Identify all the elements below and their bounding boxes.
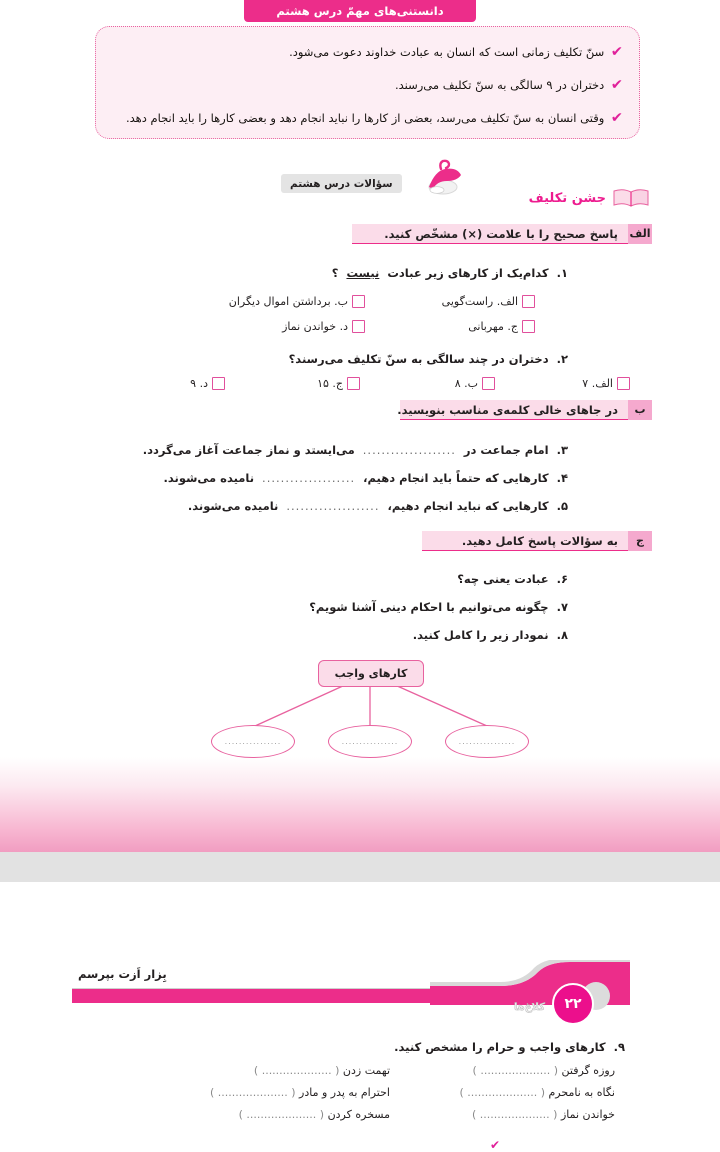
q1-option-b[interactable] [165, 295, 365, 308]
grey-divider-strip [0, 852, 720, 882]
concept-diagram [195, 660, 545, 758]
banner-title: دانستنی‌های مهمّ درس هشتم [276, 4, 444, 18]
page-number-badge [552, 983, 594, 1025]
section-title-a: پاسخ صحیح را با علامت (×) مشخّص کنید. [384, 226, 618, 241]
fact-item [112, 69, 623, 102]
fact-item [112, 36, 623, 69]
question-text: دختران در چند سالگی به سنّ تکلیف می‌رسند؟ [288, 352, 549, 366]
section-header-c [422, 531, 652, 551]
pink-gradient-strip [0, 757, 720, 852]
question-text-part1: کارهایی که نباید انجام دهیم، [387, 499, 549, 513]
question-text: چگونه می‌توانیم با احکام دینی آشنا شویم؟ [309, 600, 549, 614]
question-text: عبادت یعنی چه؟ [457, 572, 549, 586]
question-number: ۱. [556, 266, 568, 280]
blank-field[interactable]: .................... [262, 471, 356, 485]
q9-item-label: تهمت زدن [342, 1064, 390, 1077]
hand-pointer-icon [419, 159, 465, 197]
question-8 [413, 628, 568, 642]
checkbox-icon[interactable] [212, 377, 225, 390]
checkbox-icon[interactable] [352, 320, 365, 333]
tab-label-text: سؤالات درس هشتم [290, 177, 393, 190]
q2-option-c[interactable] [225, 377, 360, 390]
section-title-b: در جاهای خالی کلمه‌ی مناسب بنویسید. [397, 402, 618, 417]
q9-item[interactable] [400, 1108, 615, 1121]
question-number: ۹. [613, 1040, 625, 1054]
q1-option-c[interactable] [365, 320, 535, 333]
diagram-child-node[interactable] [328, 725, 412, 758]
question-2 [289, 352, 568, 366]
section-letter-a: الف [628, 224, 652, 244]
q9-item-blank[interactable]: ( .................... ) [210, 1086, 296, 1099]
diagram-child-blank: ................ [458, 737, 516, 746]
fact-text: دختران در ۹ سالگی به سنّ تکلیف می‌رسند. [394, 78, 605, 92]
q9-item-label: احترام به پدر و مادر [299, 1086, 390, 1099]
question-text: کارهای واجب و حرام را مشخص کنید. [394, 1040, 606, 1054]
option-label: الف. ۷ [582, 377, 613, 390]
question-text: کدام‌یک از کارهای زیر عبادت [387, 266, 549, 280]
checkbox-icon[interactable] [617, 377, 630, 390]
question-1 [332, 266, 568, 280]
section-header-a [352, 224, 652, 244]
diagram-child-blank: ................ [341, 737, 399, 746]
q9-item-label: نگاه به نامحرم [548, 1086, 615, 1099]
question-7 [309, 600, 568, 614]
blank-field[interactable]: .................... [286, 499, 380, 513]
q2-option-d[interactable] [115, 377, 225, 390]
q2-option-a[interactable] [495, 377, 630, 390]
q9-left-column [160, 1064, 390, 1121]
decorative-checkmark-icon: ✔ [490, 1138, 501, 1152]
q1-option-row-1 [165, 295, 535, 308]
question-emphasis: نیست [346, 266, 380, 280]
option-label: ب. برداشتن اموال دیگران [228, 295, 348, 308]
question-3 [143, 443, 568, 457]
checkbox-icon[interactable] [522, 320, 535, 333]
fact-text: سنّ تکلیف زمانی است که انسان به عبادت خداوند دعوت می‌شود. [289, 45, 605, 59]
question-number: ۳. [556, 443, 568, 457]
option-label: ج. ۱۵ [317, 377, 343, 390]
section-header-b [397, 400, 652, 420]
diagram-root-node [318, 660, 424, 687]
q9-item-label: روزه گرفتن [561, 1064, 615, 1077]
lesson-title: جشن تکلیف [528, 190, 606, 206]
blank-field[interactable]: .................... [362, 443, 456, 457]
question-text-part2: نامیده می‌شوند. [187, 499, 279, 513]
question-number: ۵. [556, 499, 568, 513]
q9-item[interactable] [400, 1064, 615, 1077]
checkbox-icon[interactable] [522, 295, 535, 308]
fact-text: وقتی انسان به سنّ تکلیف می‌رسد، بعضی از کارها را نباید انجام دهد و بعضی کارها را باید انجام دهد. [125, 111, 605, 125]
q1-option-row-2 [165, 320, 535, 333]
option-label: الف. راست‌گویی [441, 295, 518, 308]
page-footer [0, 960, 720, 1022]
question-text-part2: می‌ایستد و نماز جماعت آغاز می‌گردد. [142, 443, 355, 457]
lesson-title-row [505, 186, 650, 210]
checkbox-icon[interactable] [482, 377, 495, 390]
lesson-questions-tab[interactable] [281, 174, 402, 193]
question-5 [188, 499, 568, 513]
fact-item [112, 102, 623, 135]
q9-item-blank[interactable]: ( .................... ) [238, 1108, 325, 1121]
white-gap-strip [0, 882, 720, 962]
checkbox-icon[interactable] [352, 295, 365, 308]
checkmark-icon: ✔ [610, 77, 624, 93]
question-6 [457, 572, 568, 586]
question-text: نمودار زیر را کامل کنید. [412, 628, 549, 642]
question-suffix: ؟ [331, 266, 339, 280]
question-text-part1: امام جماعت در [463, 443, 549, 457]
q9-item-blank[interactable]: ( .................... ) [471, 1108, 558, 1121]
question-number: ۴. [556, 471, 568, 485]
q9-item-label: خواندن نماز [560, 1108, 615, 1121]
q9-item-blank[interactable]: ( .................... ) [253, 1064, 340, 1077]
q9-item[interactable] [160, 1064, 390, 1077]
diagram-child-node[interactable] [211, 725, 295, 758]
option-label: ب. ۸ [454, 377, 478, 390]
q9-item-blank[interactable]: ( .................... ) [459, 1086, 545, 1099]
question-9-block [0, 1040, 720, 1152]
question-4 [164, 471, 568, 485]
open-book-icon [612, 187, 650, 209]
question-number: ۲. [556, 352, 568, 366]
option-label: د. خواندن نماز [282, 320, 348, 333]
diagram-child-node[interactable] [445, 725, 529, 758]
question-text-part1: کارهایی که حتماً باید انجام دهیم، [363, 471, 549, 485]
q9-item[interactable] [160, 1108, 390, 1121]
page-header-banner [244, 0, 476, 22]
key-facts-box [95, 26, 640, 139]
q9-right-column [400, 1064, 615, 1121]
q9-item[interactable] [160, 1086, 390, 1099]
section-letter-b: ب [628, 400, 652, 420]
question-text-part2: نامیده می‌شوند. [163, 471, 255, 485]
checkmark-icon: ✔ [610, 110, 624, 126]
q2-option-b[interactable] [360, 377, 495, 390]
footer-title: بِزار اَزت بپرسم [78, 967, 167, 981]
option-label: د. ۹ [190, 377, 208, 390]
question-number: ۸. [556, 628, 568, 642]
option-label: ج. مهربانی [468, 320, 518, 333]
q9-item[interactable] [400, 1086, 615, 1099]
diagram-root-label: کارهای واجب [334, 667, 408, 680]
q1-option-a[interactable] [365, 295, 535, 308]
q9-item-label: مسخره کردن [327, 1108, 390, 1121]
section-title-c: به سؤالات پاسخ کامل دهید. [461, 533, 618, 548]
question-9 [394, 1040, 625, 1054]
question-number: ۷. [556, 600, 568, 614]
q2-option-row [115, 377, 630, 390]
question-number: ۶. [556, 572, 568, 586]
footer-watermark: کلاغ‌ها [514, 1002, 545, 1013]
page-number: ۲۲ [564, 996, 582, 1012]
q1-option-d[interactable] [165, 320, 365, 333]
checkmark-icon: ✔ [610, 44, 624, 60]
diagram-child-blank: ................ [224, 737, 282, 746]
section-letter-c: ج [628, 531, 652, 551]
checkbox-icon[interactable] [347, 377, 360, 390]
q9-item-blank[interactable]: ( .................... ) [472, 1064, 559, 1077]
